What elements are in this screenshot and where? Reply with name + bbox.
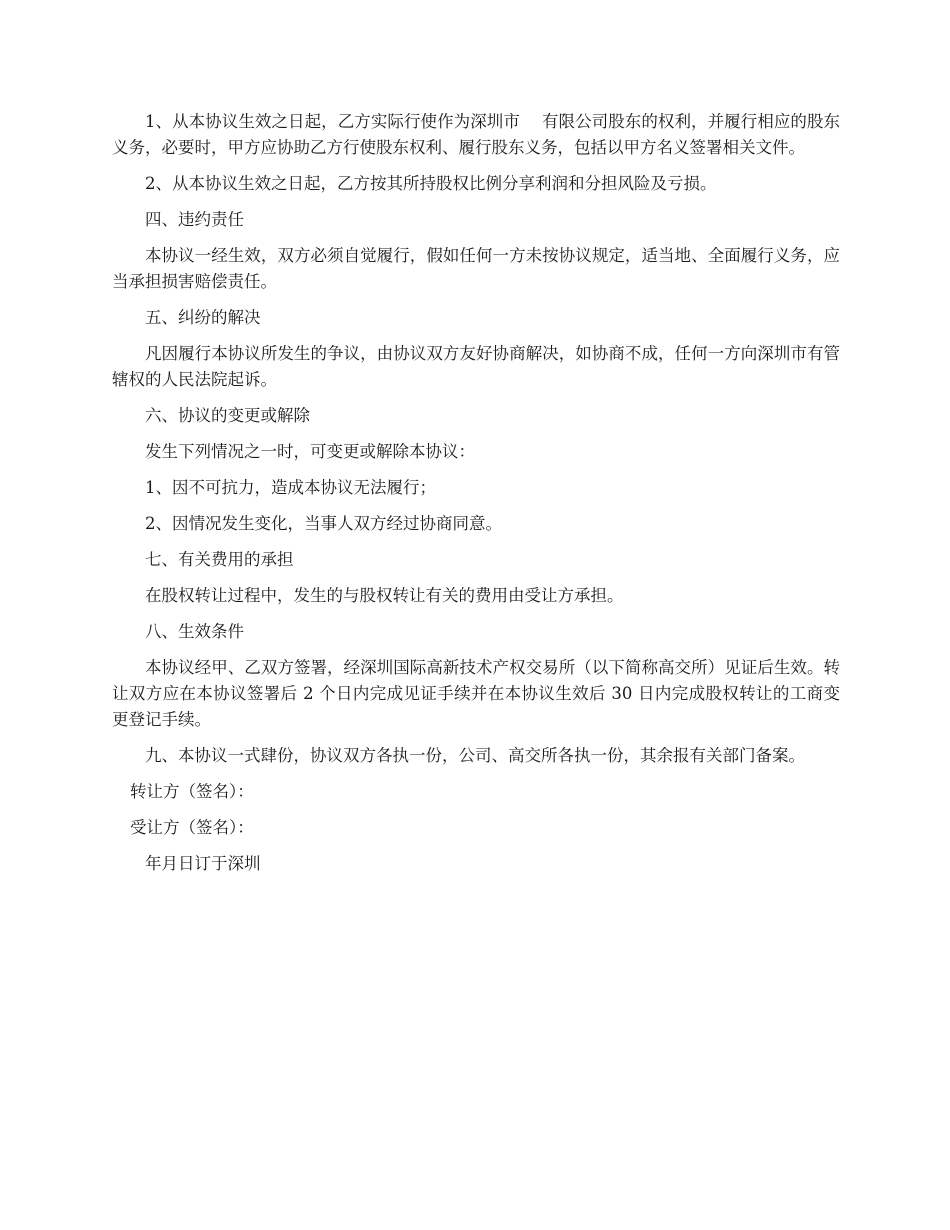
clause-3-item-1 — [112, 109, 840, 161]
amendment-intro: 发生下列情况之一时，可变更或解除本协议： — [145, 442, 475, 461]
section-heading-dispute: 五、纠纷的解决 — [145, 308, 261, 327]
transferee-signature-line: 受让方（签名）： — [130, 818, 254, 837]
clause-3-item-2: 2、从本协议生效之日起，乙方按其所持股权比例分享利润和分担风险及亏损。 — [145, 174, 717, 193]
clause-3-item-1-part-a: 1、从本协议生效之日起，乙方实际行使作为深圳市 — [145, 112, 520, 131]
transferor-signature-line: 转让方（签名）： — [130, 782, 254, 801]
fees-paragraph: 在股权转让过程中，发生的与股权转让有关的费用由受让方承担。 — [145, 586, 624, 605]
date-place-line: 年月日订于深圳 — [145, 854, 261, 873]
section-heading-fees: 七、有关费用的承担 — [145, 550, 294, 569]
effect-paragraph: 本协议经甲、乙双方签署，经深圳国际高新技术产权交易所（以下简称高交所）见证后生效。转让双方应在本协议签署后 2 个日内完成见证手续并在本协议生效后 30 日内完成股权转让的工商变更登记手续。 — [112, 658, 840, 729]
section-heading-effect: 八、生效条件 — [145, 622, 244, 641]
clause-3-item-1-part-b: 有限公司股东的权利，并履行相应的股东义务，必要时，甲方应协助乙方行使股东权利、履行股东义务，包括以甲方名义签署相关文件。 — [112, 112, 841, 157]
amendment-item-1: 1、因不可抗力，造成本协议无法履行； — [145, 478, 436, 497]
document-body — [112, 109, 840, 887]
section-heading-amendment: 六、协议的变更或解除 — [145, 406, 310, 425]
copies-paragraph: 九、本协议一式肆份，协议双方各执一份，公司、高交所各执一份，其余报有关部门备案。 — [145, 746, 805, 765]
breach-paragraph: 本协议一经生效，双方必须自觉履行，假如任何一方未按协议规定，适当地、全面履行义务，应当承担损害赔偿责任。 — [112, 246, 840, 291]
dispute-paragraph: 凡因履行本协议所发生的争议，由协议双方友好协商解决，如协商不成，任何一方向深圳市有管辖权的人民法院起诉。 — [112, 344, 840, 389]
amendment-item-2: 2、因情况发生变化，当事人双方经过协商同意。 — [145, 514, 502, 533]
section-heading-breach: 四、违约责任 — [145, 210, 244, 229]
